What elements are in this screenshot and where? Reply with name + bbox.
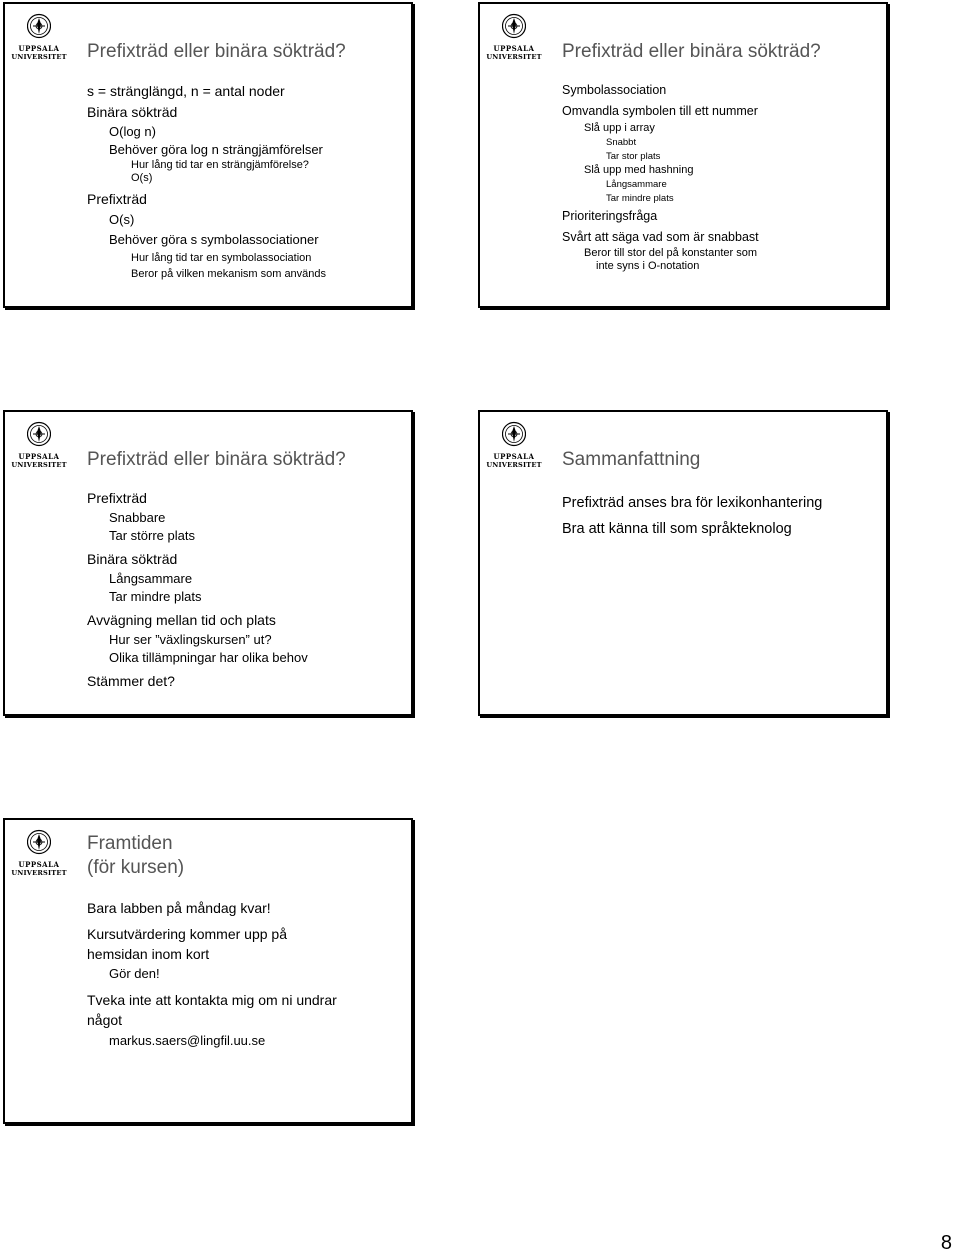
sub-bullet: O(s): [109, 212, 135, 227]
sub-bullet: Tar mindre plats: [109, 589, 202, 604]
slide-title: Prefixträd eller binära sökträd?: [562, 41, 821, 62]
sub-sub-bullet: O(s): [131, 172, 153, 184]
slide-title: Prefixträd eller binära sökträd?: [87, 449, 346, 470]
slide-title-line-1: Framtiden: [87, 833, 173, 854]
sub-sub-bullet: Beror på vilken mekanism som används: [131, 268, 327, 280]
bullet: Binära sökträd: [87, 104, 178, 120]
bullet: Omvandla symbolen till ett nummer: [562, 104, 758, 118]
sub-sub-bullet: Tar stor plats: [606, 150, 661, 162]
slide-2: [478, 2, 888, 308]
bullet-continuation: något: [87, 1012, 123, 1028]
slide-4: [478, 410, 888, 716]
bullet: Prefixträd anses bra för lexikonhantering: [562, 495, 823, 511]
sub-bullet: Hur ser ”växlingskursen” ut?: [109, 632, 272, 647]
sub-sub-bullet: Snabbt: [606, 137, 637, 148]
sub-bullet: O(log n): [109, 124, 156, 139]
uppsala-university-logo: UPPSALA UNIVERSITET: [11, 12, 67, 64]
slide-1: [3, 2, 413, 308]
sub-bullet-continuation: inte syns i O-notation: [596, 260, 700, 272]
sub-bullet: Olika tillämpningar har olika behov: [109, 650, 308, 665]
slide-body: [87, 898, 405, 1052]
bullet: Symbolassociation: [562, 83, 667, 97]
bullet: Kursutvärdering kommer upp på: [87, 926, 287, 942]
university-seal-icon: [27, 828, 51, 858]
bullet: Tveka inte att kontakta mig om ni undrar: [87, 992, 337, 1008]
bullet-continuation: hemsidan inom kort: [87, 946, 210, 962]
sub-bullet: Slå upp med hashning: [584, 164, 694, 176]
sub-bullet: Beror till stor del på konstanter som: [584, 247, 758, 259]
university-seal-icon: [27, 420, 51, 450]
slide-title: Prefixträd eller binära sökträd?: [87, 41, 346, 62]
bullet: Avvägning mellan tid och plats: [87, 612, 276, 628]
sub-bullet: Tar större plats: [109, 528, 195, 543]
uppsala-university-logo: UPPSALA UNIVERSITET: [11, 420, 67, 472]
university-seal-icon: [502, 12, 526, 42]
university-seal-icon: [27, 12, 51, 42]
sub-bullet: Behöver göra s symbolassociationer: [109, 232, 319, 247]
bullet: s = stränglängd, n = antal noder: [87, 83, 285, 99]
bullet: Prefixträd: [87, 490, 147, 506]
slide-body: [562, 490, 880, 542]
slide-body: [87, 488, 405, 692]
sub-sub-bullet: Långsammare: [606, 179, 667, 190]
bullet: Svårt att säga vad som är snabbast: [562, 230, 759, 244]
sub-bullet: Slå upp i array: [584, 122, 655, 134]
uppsala-university-logo: UPPSALA UNIVERSITET: [486, 420, 542, 472]
sub-sub-bullet: Hur lång tid tar en strängjämförelse?: [131, 159, 309, 171]
page-number: 8: [940, 1232, 952, 1254]
slide-3: [3, 410, 413, 716]
slide-title: [87, 832, 184, 880]
slide-title-line-2: (för kursen): [87, 857, 185, 878]
bullet: Prefixträd: [87, 191, 147, 207]
bullet: Stämmer det?: [87, 673, 175, 689]
slide-5: [3, 818, 413, 1124]
sub-sub-bullet: Tar mindre plats: [606, 192, 674, 204]
sub-bullet: Snabbare: [109, 510, 166, 525]
uppsala-university-logo: UPPSALA UNIVERSITET: [11, 828, 67, 880]
sub-bullet: Behöver göra log n strängjämförelser: [109, 142, 323, 157]
sub-sub-bullet: Hur lång tid tar en symbolassociation: [131, 252, 312, 264]
bullet: Bra att känna till som språkteknolog: [562, 521, 792, 537]
slide-title: Sammanfattning: [562, 449, 701, 470]
bullet: Prioriteringsfråga: [562, 209, 658, 223]
slide-body: [87, 81, 405, 282]
sub-bullet: Gör den!: [109, 966, 160, 981]
uppsala-university-logo: UPPSALA UNIVERSITET: [486, 12, 542, 64]
sub-bullet: Långsammare: [109, 571, 193, 586]
bullet: Bara labben på måndag kvar!: [87, 900, 271, 916]
bullet: Binära sökträd: [87, 551, 178, 567]
email-text: markus.saers@lingfil.uu.se: [109, 1033, 266, 1048]
university-seal-icon: [502, 420, 526, 450]
slide-body: [562, 81, 880, 273]
